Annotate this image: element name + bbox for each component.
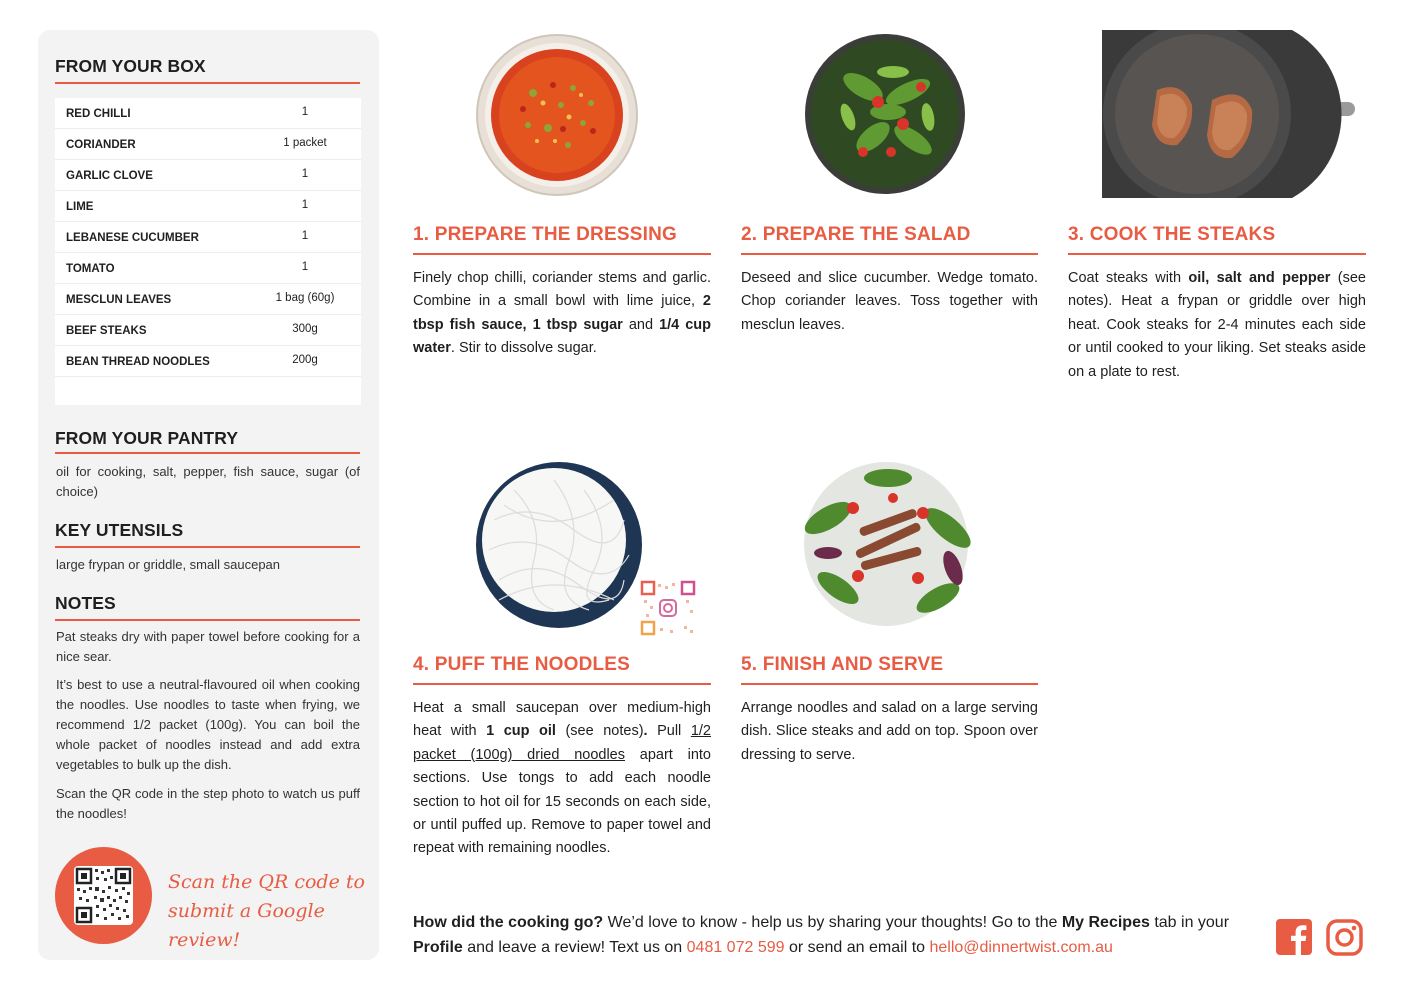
step-text: Heat a small saucepan over medium-high heat with — [413, 700, 711, 740]
step-rule — [413, 683, 711, 685]
step-body-2: Deseed and slice cucumber. Wedge tomato. Chop coriander leaves. Toss together with mesclun leaves. — [741, 270, 1038, 333]
utensils-text: large frypan or griddle, small saucepan — [56, 557, 281, 572]
qr-review-caption — [168, 868, 379, 955]
step-text: (see notes) — [555, 723, 644, 740]
email-link[interactable]: hello@dinnertwist.com.au — [929, 939, 1113, 956]
footer-my-recipes: My Recipes — [1061, 914, 1150, 931]
step-body-5: Arrange noodles and salad on a large serving dish. Slice steaks and add on top. Spoon over dressing to serve. — [741, 700, 1038, 763]
notes-heading: NOTES — [55, 593, 116, 613]
phone-link[interactable]: 0481 072 599 — [686, 939, 785, 956]
pantry-heading: FROM YOUR PANTRY — [55, 428, 239, 448]
heading-rule — [55, 82, 360, 84]
facebook-icon[interactable] — [1276, 919, 1313, 956]
footer-question: How did the cooking go? — [413, 914, 604, 931]
ingredients-table — [55, 98, 361, 405]
step-text: . Stir to dissolve sugar. — [450, 340, 597, 357]
review-footer — [413, 910, 1253, 960]
ingredient-qty: 1 — [301, 168, 309, 180]
instagram-qr-icon[interactable] — [640, 580, 696, 641]
step-text: (see notes). Heat a frypan or griddle over high heat. Cook steaks for 2-4 minutes each side or until cooked to your liking. Set steaks aside on a plate to rest. — [1068, 270, 1366, 380]
puffed-noodles-image — [474, 460, 644, 635]
step-body-4 — [413, 697, 711, 861]
ingredient-row — [55, 346, 361, 377]
dressing-bowl-image — [473, 33, 641, 202]
footer-text: or send an email to — [784, 939, 930, 956]
step-text-bold: 1 cup oil — [486, 723, 556, 740]
step-text: Pull — [647, 723, 691, 740]
footer-profile: Profile — [413, 939, 463, 956]
ingredient-name: CORIANDER — [66, 139, 136, 151]
ingredient-qty: 1 — [301, 261, 309, 273]
step-text: Coat steaks with — [1068, 270, 1189, 286]
finished-dish-image — [798, 458, 978, 635]
salad-bowl-image — [803, 32, 967, 201]
ingredient-qty: 1 — [301, 106, 309, 118]
step-title-2: 2. PREPARE THE SALAD — [741, 224, 971, 245]
footer-text: and leave a review! Text us on — [462, 939, 687, 956]
pantry-text: oil for cooking, salt, pepper, fish sauce, sugar (of choice) — [56, 464, 360, 499]
heading-rule — [55, 546, 360, 548]
heading-rule — [55, 619, 360, 621]
ingredient-qty: 200g — [292, 354, 318, 366]
step-text: and — [622, 316, 660, 333]
note-paragraph: Scan the QR code in the step photo to watch us puff the noodles! — [56, 786, 360, 821]
ingredient-qty: 1 — [301, 199, 309, 211]
ingredient-name: BEAN THREAD NOODLES — [66, 356, 210, 368]
note-paragraph: Pat steaks dry with paper towel before cooking for a nice sear. — [56, 629, 360, 664]
ingredient-qty: 1 packet — [283, 137, 327, 149]
ingredient-name: TOMATO — [66, 263, 115, 275]
step-text-underlined: 1/2 packet (100g) dried noodles — [413, 723, 711, 763]
utensils-heading: KEY UTENSILS — [55, 520, 184, 540]
step-text-bold: 1/4 cup water — [413, 316, 712, 357]
qr-caption-line: Scan the QR code to — [168, 871, 365, 893]
ingredients-panel — [38, 30, 379, 960]
step-body-3 — [1068, 267, 1366, 384]
footer-text: tab in your — [1149, 914, 1230, 931]
note-paragraph: It’s best to use a neutral-flavoured oil when cooking the noodles. Use noodles to taste when frying, we recommend 1/2 packet (100g). You can boil the whole packet of noodles instead and add extra vegetables to bulk up the dish. — [56, 677, 360, 772]
ingredient-row — [55, 98, 361, 129]
from-your-box-heading: FROM YOUR BOX — [55, 56, 206, 76]
ingredient-name: RED CHILLI — [66, 108, 131, 120]
ingredient-name: GARLIC CLOVE — [66, 170, 153, 182]
ingredient-row — [55, 129, 361, 160]
ingredient-row — [55, 284, 361, 315]
step-rule — [1068, 253, 1366, 255]
step-text-bold: . — [643, 723, 648, 740]
step-text: apart into sections. Use tongs to add each noodle section to hot oil for 15 seconds on each side, or until puffed up. Remove to paper towel and repeat with remaining noodles. — [413, 746, 711, 857]
step-body-1 — [413, 267, 711, 361]
qr-code-icon — [74, 866, 133, 925]
step-title-5: 5. FINISH AND SERVE — [741, 654, 944, 675]
review-qr-badge[interactable] — [55, 847, 152, 944]
ingredient-row — [55, 222, 361, 253]
ingredient-name: LEBANESE CUCUMBER — [66, 232, 199, 244]
heading-rule — [55, 452, 360, 454]
ingredient-row — [55, 160, 361, 191]
ingredient-name: MESCLUN LEAVES — [66, 294, 172, 306]
step-title-1: 1. PREPARE THE DRESSING — [413, 224, 677, 245]
ingredient-row — [55, 191, 361, 222]
ingredient-qty: 1 — [301, 230, 309, 242]
footer-text: We’d love to know - help us by sharing your thoughts! Go to the — [603, 914, 1062, 931]
frypan-steaks-image — [1102, 30, 1356, 203]
step-text-bold: oil, salt and pepper — [1188, 270, 1331, 286]
ingredient-qty: 1 bag (60g) — [275, 292, 335, 304]
ingredient-qty: 300g — [292, 323, 318, 335]
step-text-bold: 2 tbsp fish sauce, 1 tbsp sugar — [413, 293, 711, 333]
step-title-4: 4. PUFF THE NOODLES — [413, 654, 631, 675]
ingredient-row — [55, 315, 361, 346]
step-rule — [741, 683, 1038, 685]
ingredient-row — [55, 253, 361, 284]
step-rule — [741, 253, 1038, 255]
qr-caption-line: submit a Google review! — [168, 900, 325, 951]
ingredient-name: LIME — [66, 201, 94, 213]
step-text: Finely chop chilli, coriander stems and garlic. Combine in a small bowl with lime juice, — [413, 270, 711, 310]
ingredient-name: BEEF STEAKS — [66, 325, 147, 337]
instagram-icon[interactable] — [1326, 919, 1363, 956]
step-title-3: 3. COOK THE STEAKS — [1068, 224, 1276, 245]
step-rule — [413, 253, 711, 255]
